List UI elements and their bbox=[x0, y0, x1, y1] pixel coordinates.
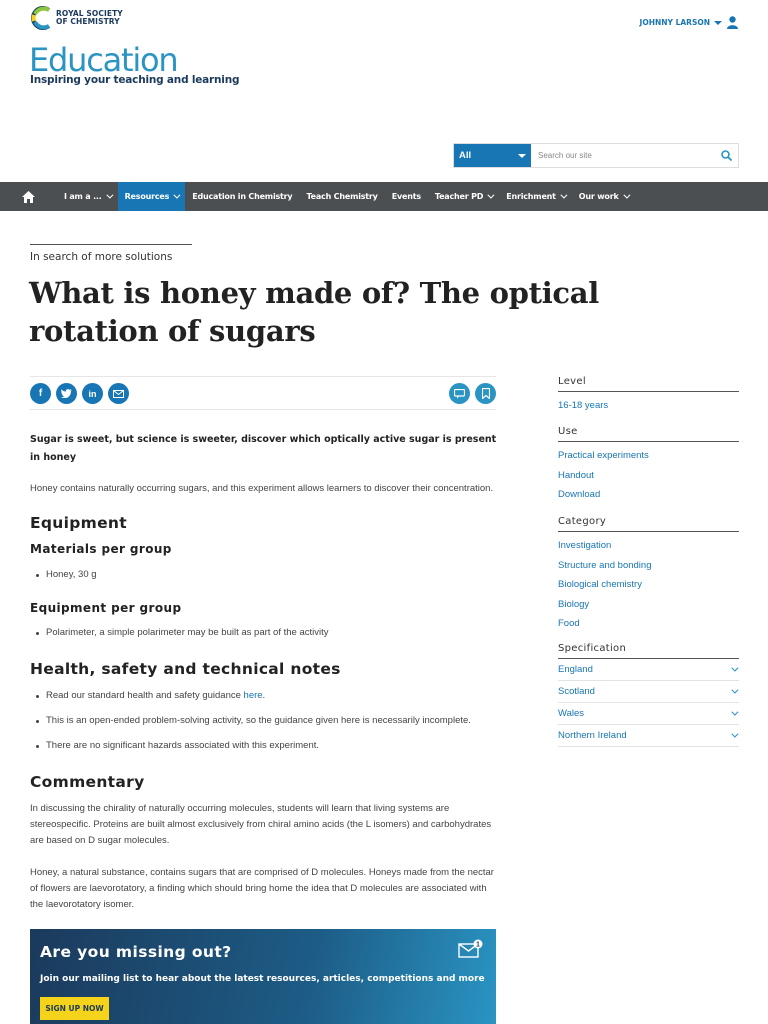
article-intro: Honey contains naturally occurring sugars, and this experiment allows learners to discover their concentration. bbox=[30, 483, 494, 494]
search-input[interactable] bbox=[531, 144, 714, 167]
comment-button[interactable] bbox=[449, 383, 470, 404]
comment-icon bbox=[454, 389, 465, 399]
home-icon bbox=[22, 191, 35, 203]
nav-home[interactable] bbox=[0, 182, 57, 211]
nav-label: Resources bbox=[124, 192, 170, 201]
spec-label: Wales bbox=[558, 708, 585, 719]
article-title bbox=[29, 274, 629, 350]
search-scope-select[interactable] bbox=[454, 144, 531, 167]
sign-up-button[interactable]: SIGN UP NOW bbox=[40, 997, 109, 1020]
list-item-text: Honey, 30 g bbox=[46, 569, 97, 580]
twitter-share-button[interactable] bbox=[56, 383, 77, 404]
chevron-down-icon bbox=[731, 687, 738, 694]
nav-label: Teacher PD bbox=[434, 192, 484, 201]
nav-label: Enrichment bbox=[506, 192, 556, 201]
rsc-logo-icon bbox=[31, 6, 53, 30]
user-name: JOHNNY LARSON bbox=[639, 18, 710, 27]
commentary-paragraph-1: In discussing the chirality of naturally occurring molecules, students will learn that living systems are stereospecific. Proteins are built almost exclusively from chiral amino acids (the L isomers) and carbohydrates are based on D sugar molecules. bbox=[30, 803, 492, 846]
share-icons bbox=[30, 383, 129, 404]
spec-accordion-northern-ireland[interactable] bbox=[558, 725, 739, 747]
rsc-logo-text bbox=[56, 10, 123, 26]
nav-label: Teach Chemistry bbox=[306, 192, 378, 201]
guidance-prefix: Read our standard health and safety guidance bbox=[46, 690, 244, 701]
envelope-notification-icon bbox=[458, 939, 484, 959]
chevron-down-icon bbox=[488, 192, 495, 199]
search-scope-value: All bbox=[459, 150, 472, 161]
nav-label: I am a ... bbox=[64, 192, 102, 201]
sidebar-category bbox=[558, 516, 739, 630]
site-title[interactable]: Education bbox=[29, 41, 178, 79]
guidance-suffix: . bbox=[262, 690, 266, 701]
nav-label: Events bbox=[391, 192, 421, 201]
nav-item-our-work[interactable] bbox=[572, 182, 635, 211]
sidebar-link[interactable]: Structure and bonding bbox=[558, 559, 652, 571]
commentary-heading: Commentary bbox=[30, 773, 145, 791]
list-item bbox=[36, 690, 265, 701]
email-icon bbox=[113, 390, 124, 398]
user-menu[interactable] bbox=[640, 16, 738, 29]
nav-item-enrichment[interactable] bbox=[499, 182, 572, 211]
rsc-line-1: ROYAL SOCIETY bbox=[56, 9, 123, 18]
sidebar-specification bbox=[558, 643, 739, 747]
facebook-icon: f bbox=[38, 388, 43, 399]
kicker-divider bbox=[30, 244, 192, 245]
nav-item-resources[interactable] bbox=[118, 182, 186, 211]
sidebar-category-heading: Category bbox=[558, 516, 739, 532]
rsc-line-2: OF CHEMISTRY bbox=[56, 17, 120, 26]
chevron-down-icon bbox=[731, 709, 738, 716]
equipment-group-heading: Equipment per group bbox=[30, 601, 182, 615]
sidebar-use bbox=[558, 426, 739, 501]
bookmark-icon bbox=[482, 388, 490, 399]
twitter-icon bbox=[61, 389, 72, 398]
chevron-down-icon bbox=[106, 192, 113, 199]
spec-accordion-wales[interactable] bbox=[558, 703, 739, 725]
sidebar-link[interactable]: Biological chemistry bbox=[558, 579, 642, 590]
sidebar-link[interactable]: Investigation bbox=[558, 540, 612, 551]
rsc-logo[interactable] bbox=[31, 6, 123, 30]
nav-item-teacher-pd[interactable] bbox=[428, 182, 499, 211]
newsletter-title: Are you missing out? bbox=[40, 943, 232, 961]
sidebar-link[interactable]: Biology bbox=[558, 598, 590, 610]
sidebar-specification-heading: Specification bbox=[558, 643, 739, 659]
search-icon bbox=[721, 150, 732, 161]
notification-count: 1 bbox=[476, 941, 480, 949]
sidebar-link[interactable]: Food bbox=[558, 618, 580, 629]
materials-heading: Materials per group bbox=[30, 542, 172, 556]
caret-down-icon bbox=[518, 154, 526, 158]
nav-item-teach-chemistry[interactable] bbox=[299, 182, 384, 211]
health-safety-heading: Health, safety and technical notes bbox=[30, 660, 341, 678]
nav-item-education-in-chemistry[interactable] bbox=[185, 182, 299, 211]
main-nav bbox=[0, 182, 768, 211]
sidebar-link[interactable]: Handout bbox=[558, 469, 594, 481]
article-title-line-2: rotation of sugars bbox=[29, 314, 316, 348]
nav-label: Education in Chemistry bbox=[192, 192, 293, 201]
sidebar-link[interactable]: 16-18 years bbox=[558, 400, 609, 411]
spec-accordion-england[interactable] bbox=[558, 659, 739, 681]
search-button[interactable] bbox=[714, 144, 738, 167]
spec-label: England bbox=[558, 664, 593, 675]
spec-label: Northern Ireland bbox=[558, 730, 627, 741]
equipment-heading: Equipment bbox=[30, 514, 127, 532]
article-kicker[interactable]: In search of more solutions bbox=[30, 251, 173, 263]
user-icon bbox=[727, 16, 738, 29]
search-bar bbox=[453, 143, 739, 168]
chevron-down-icon bbox=[560, 192, 567, 199]
list-item-text: There are no significant hazards associated with this experiment. bbox=[46, 740, 319, 751]
list-item bbox=[36, 569, 97, 580]
nav-label: Our work bbox=[578, 192, 619, 201]
chevron-down-icon bbox=[174, 192, 181, 199]
sidebar-level bbox=[558, 376, 739, 412]
sidebar-link[interactable]: Download bbox=[558, 489, 601, 500]
commentary-paragraph-2: Honey, a natural substance, contains sugars that are comprised of D molecules. Honeys made from the nectar of flowers are laevorotatory, a finding which should bring home the idea that D molecules are associated with the laevorotatory isomer. bbox=[30, 867, 494, 910]
site-tagline: Inspiring your teaching and learning bbox=[30, 74, 240, 86]
list-item bbox=[36, 715, 471, 726]
share-bar bbox=[30, 376, 496, 410]
chevron-down-icon bbox=[731, 665, 738, 672]
linkedin-icon: in bbox=[88, 388, 97, 399]
facebook-share-button[interactable] bbox=[30, 383, 51, 404]
sidebar-link[interactable]: Practical experiments bbox=[558, 450, 649, 461]
list-item-text: This is an open-ended problem-solving activity, so the guidance given here is necessarily incomplete. bbox=[46, 715, 471, 726]
list-item-text bbox=[46, 690, 265, 701]
nav-item-events[interactable] bbox=[385, 182, 428, 211]
newsletter-subtitle: Join our mailing list to hear about the latest resources, articles, competitions and more bbox=[40, 974, 485, 984]
article-title-line-1: What is honey made of? The optical bbox=[29, 276, 599, 310]
sidebar-use-heading: Use bbox=[558, 426, 739, 442]
article-tools bbox=[449, 383, 496, 404]
linkedin-share-button[interactable] bbox=[82, 383, 103, 404]
guidance-link[interactable]: here bbox=[243, 690, 263, 701]
sidebar-level-heading: Level bbox=[558, 376, 739, 392]
article-standfirst: Sugar is sweet, but science is sweeter, discover which optically active sugar is present in honey bbox=[30, 434, 497, 463]
bookmark-button[interactable] bbox=[475, 383, 496, 404]
list-item-text: Polarimeter, a simple polarimeter may be built as part of the activity bbox=[46, 627, 329, 638]
newsletter-banner bbox=[30, 929, 496, 1024]
list-item bbox=[36, 627, 328, 638]
list-item bbox=[36, 740, 319, 751]
caret-down-icon bbox=[714, 21, 722, 25]
spec-label: Scotland bbox=[558, 686, 595, 697]
chevron-down-icon bbox=[623, 192, 630, 199]
spec-accordion-scotland[interactable] bbox=[558, 681, 739, 703]
chevron-down-icon bbox=[731, 731, 738, 738]
email-share-button[interactable] bbox=[108, 383, 129, 404]
nav-item-i-am-a[interactable] bbox=[57, 182, 118, 211]
